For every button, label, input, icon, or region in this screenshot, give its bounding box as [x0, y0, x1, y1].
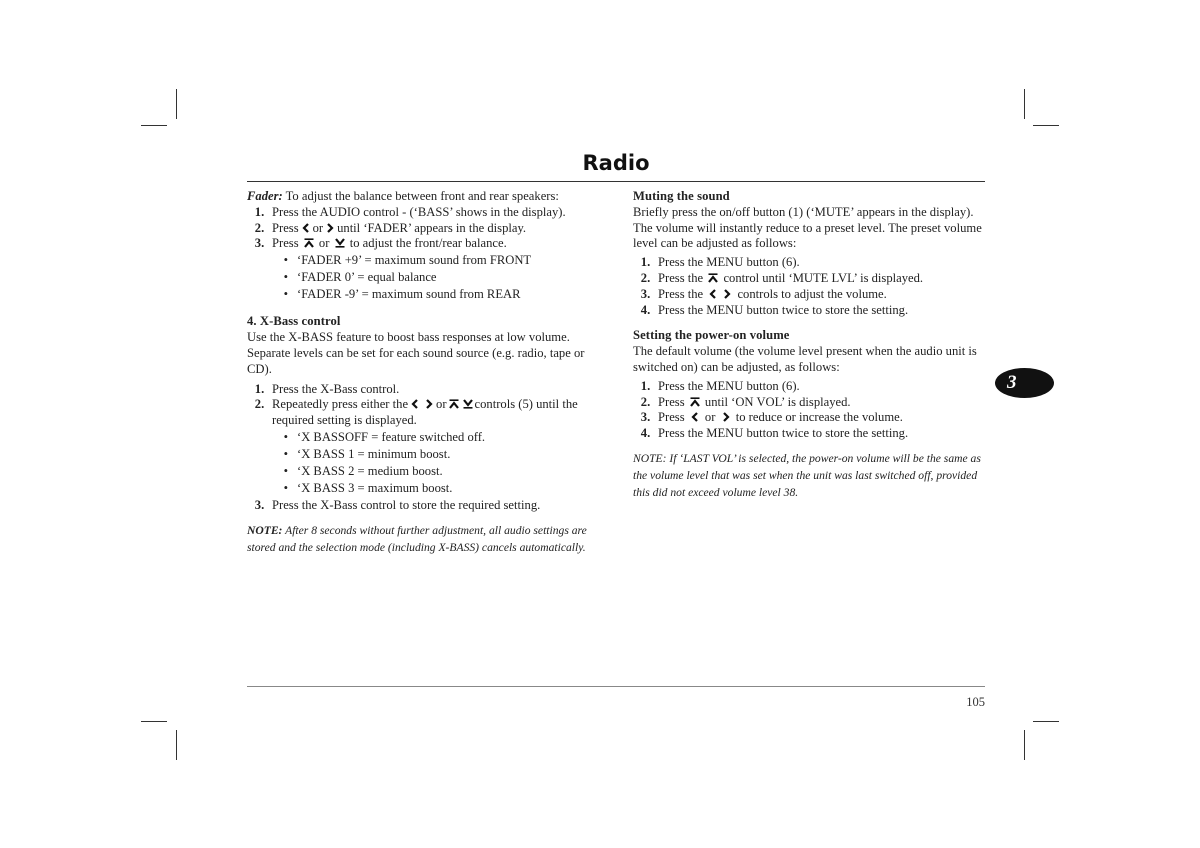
title-rule: [247, 181, 985, 182]
xbass-step: 1. Press the X-Bass control.: [254, 381, 400, 396]
crop-mark: [1033, 125, 1059, 126]
mute-intro: Briefly press the on/off button (1) (‘MUTE’ appears in the display). The volume will instantly reduce to a preset level. The preset volume level can be adjusted as follows:: [633, 204, 982, 251]
page-title: Radio: [582, 151, 650, 175]
chevron-right-icon: [424, 399, 434, 409]
xbass-step: 2. Repeatedly press either the or controls (5) until the required setting is displayed.: [254, 397, 578, 428]
section-heading: 4. X-Bass control: [247, 314, 341, 329]
poweron-step: 4. Press the MENU button twice to store the setting.: [640, 426, 909, 441]
note: NOTE: If ‘LAST VOL’ is selected, the power-on volume will be the same as the volume level that was set when the unit was last switched off, provided this did not exceed volume level 38.: [633, 451, 981, 499]
fader-step: 3. Press or to adjust the front/rear balance.: [254, 236, 507, 251]
note: NOTE: After 8 seconds without further adjustment, all audio settings are stored and the selection mode (including X-BASS) cancels automatically.: [247, 523, 587, 554]
xbass-step: 3. Press the X-Bass control to store the required setting.: [254, 498, 541, 513]
poweron-intro: The default volume (the volume level present when the audio unit is switched on) can be adjusted, as follows:: [633, 344, 977, 374]
list-item: • ‘FADER -9’ = maximum sound from REAR: [283, 287, 521, 302]
list-item: • ‘X BASS 1 = minimum boost.: [283, 447, 451, 462]
crop-mark: [141, 125, 167, 126]
chevron-left-icon: [690, 412, 700, 422]
mute-step: 1. Press the MENU button (6).: [640, 255, 800, 270]
chapter-tab[interactable]: 3: [995, 368, 1054, 398]
chevron-left-icon: [410, 399, 420, 409]
chevron-up-bar-icon: [690, 397, 700, 407]
chevron-up-bar-icon: [304, 238, 314, 248]
fader-step: 1. Press the AUDIO control - (‘BASS’ shows in the display).: [254, 204, 566, 219]
footer-rule: [247, 686, 985, 687]
chevron-left-icon: [301, 223, 311, 233]
mute-step: 2. Press the control until ‘MUTE LVL’ is displayed.: [640, 270, 924, 285]
chevron-left-icon: [708, 289, 718, 299]
list-item: • ‘X BASS 2 = medium boost.: [283, 464, 443, 479]
left-column: [247, 189, 609, 556]
fader-step: 2. Press or until ‘FADER’ appears in the display.: [254, 220, 527, 235]
list-item: • ‘X BASS 3 = maximum boost.: [283, 481, 453, 496]
mute-step: 4. Press the MENU button twice to store the setting.: [640, 302, 909, 317]
fader-intro: Fader: To adjust the balance between front and rear speakers:: [247, 189, 559, 203]
chevron-down-bar-icon: [463, 399, 473, 409]
chevron-up-bar-icon: [708, 273, 718, 283]
list-item: • ‘FADER 0’ = equal balance: [283, 270, 437, 285]
crop-mark: [176, 89, 177, 119]
page-number: 105: [966, 695, 985, 709]
poweron-step: 2. Press until ‘ON VOL’ is displayed.: [640, 394, 851, 409]
chevron-right-icon: [722, 289, 732, 299]
crop-mark: [1024, 730, 1025, 760]
poweron-step: 1. Press the MENU button (6).: [640, 378, 800, 393]
mute-step: 3. Press the controls to adjust the volume.: [640, 286, 887, 301]
list-item: • ‘X BASSOFF = feature switched off.: [283, 430, 486, 445]
crop-mark: [1033, 721, 1059, 722]
section-heading: Setting the power-on volume: [633, 328, 790, 343]
crop-mark: [141, 721, 167, 722]
crop-mark: [1024, 89, 1025, 119]
chevron-down-bar-icon: [335, 238, 345, 248]
right-column: [633, 189, 987, 501]
chevron-up-bar-icon: [449, 399, 459, 409]
poweron-step: 3. Press or to reduce or increase the volume.: [640, 410, 903, 425]
chevron-right-icon: [325, 223, 335, 233]
xbass-intro: Use the X-BASS feature to boost bass responses at low volume. Separate levels can be set for each sound source (e.g. radio, tape or CD).: [247, 330, 585, 376]
crop-mark: [176, 730, 177, 760]
chevron-right-icon: [721, 412, 731, 422]
section-heading: Muting the sound: [633, 189, 730, 203]
list-item: • ‘FADER +9’ = maximum sound from FRONT: [283, 253, 532, 268]
